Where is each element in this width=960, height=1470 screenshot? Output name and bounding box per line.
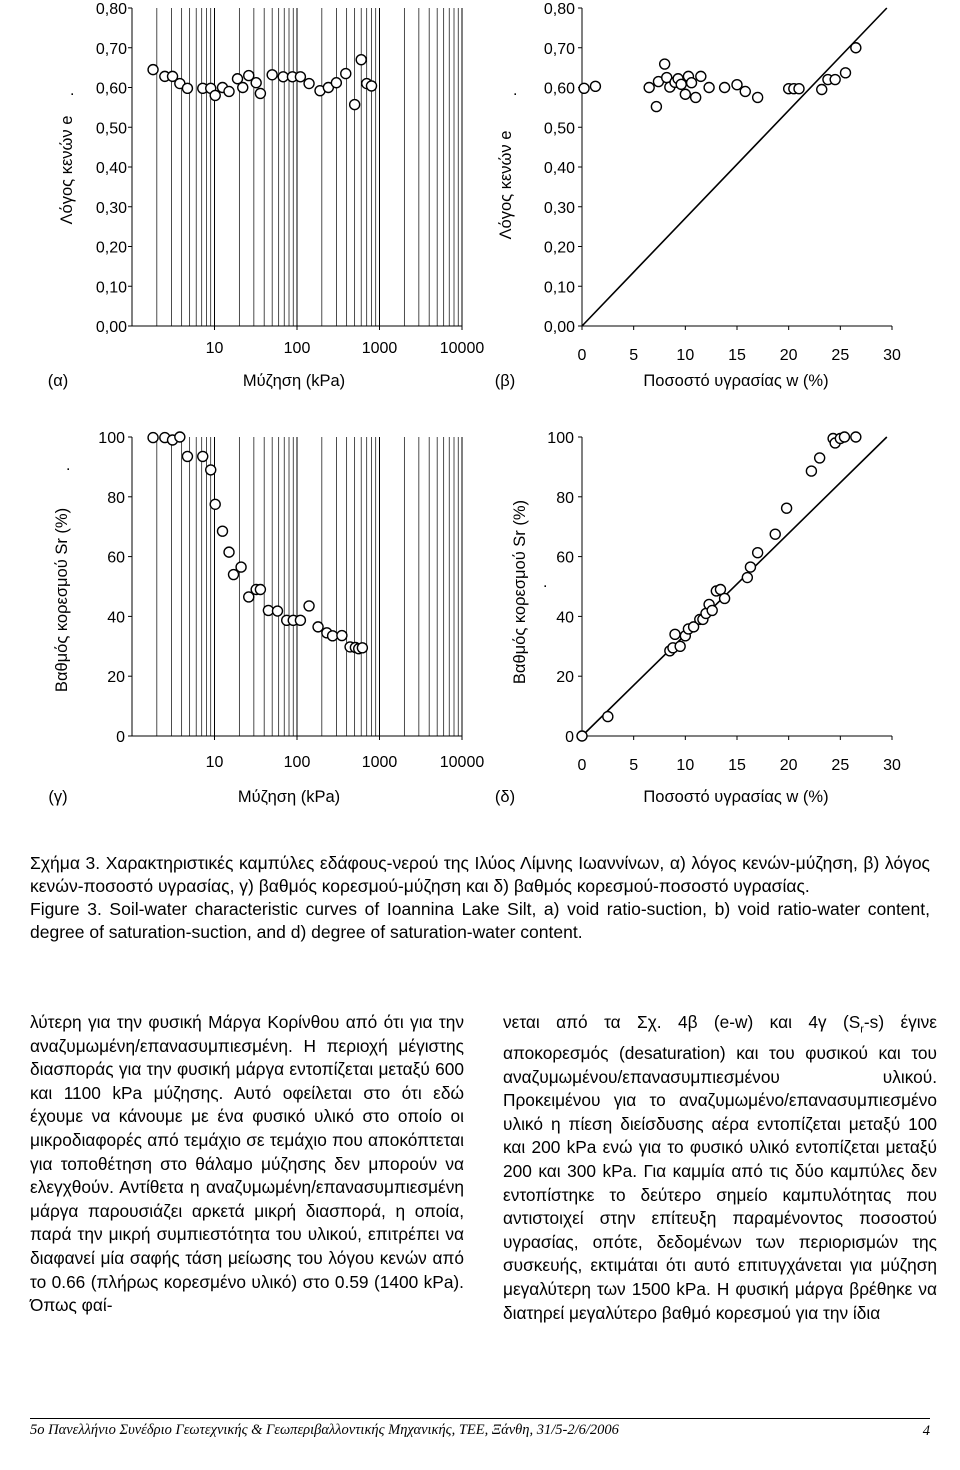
body-right-text: νεται από τα Σχ. 4β (e-w) και 4γ $(S_r-s)$ έγινε αποκορεσμός (desaturation) και του φυσικού και του αναζυμωμένου/επανασυμπιεσμένου υλικού. Προκειμένου για το αναζυμωμένο/επανασυμπιεσμένο υλικό η πίεση διείσδυσης αέρα εντοπίζεται μεταξύ 100 και 200 kPa ενώ για το φυσικό υλικό εντοπίζεται μεταξύ 200 και 300 kPa. Για καμμία από τις δύο καμπύλες δεν εντοπίστηκε το δεύτερο σημείο καμπυλότητας που αντιστοιχεί στην επίτευξη παραμένοντος ποσοστού υγρασίας, οπότε, δεδομένων των περιορισμών της συσκευής, εκτιμάται ότι αυτό επιτυγχάνεται για μύζηση μεγαλύτερη των 1500 kPa. Η φυσική μάργα βρέθηκε να διατηρεί μεγαλύτερο βαθμό κορεσμού για την ίδια bbox=[503, 1012, 937, 1323]
x-tick-label-d: 30 bbox=[883, 757, 901, 774]
data-point-c bbox=[224, 547, 234, 557]
data-point-b bbox=[720, 83, 730, 93]
y-tick-label-b: 0,30 bbox=[543, 199, 575, 217]
data-point-b bbox=[817, 84, 827, 94]
x-tick-label-b: 20 bbox=[779, 347, 798, 364]
data-point-c bbox=[182, 451, 192, 461]
panel-label-a: (α) bbox=[47, 372, 69, 390]
data-point-a bbox=[350, 100, 360, 110]
data-point-b bbox=[590, 81, 600, 91]
y-tick-label-a: 0,80 bbox=[95, 1, 127, 18]
data-point-c bbox=[236, 562, 246, 572]
y-tick-label-a: 0,70 bbox=[95, 40, 127, 58]
page-footer bbox=[30, 1418, 930, 1439]
data-point-a bbox=[148, 65, 158, 75]
data-point-b bbox=[851, 43, 861, 53]
data-point-c bbox=[175, 432, 185, 442]
y-tick-label-d: 100 bbox=[547, 430, 574, 447]
page-number: 4 bbox=[922, 1423, 930, 1439]
y-tick-label-a: 0,50 bbox=[95, 120, 127, 138]
y-axis-label-d: Βαθμός κορεσμού Sr (%) bbox=[511, 499, 529, 685]
y-tick-label-a: 0,00 bbox=[95, 319, 127, 336]
data-point-b bbox=[660, 59, 670, 69]
data-point-d bbox=[742, 573, 752, 583]
x-tick-label-d: 20 bbox=[779, 757, 798, 774]
stray-dot-a: . bbox=[70, 82, 75, 99]
data-point-b bbox=[794, 84, 804, 94]
data-point-a bbox=[341, 69, 351, 79]
x-tick-label-d: 25 bbox=[831, 757, 850, 774]
y-tick-label-d: 60 bbox=[556, 549, 574, 567]
x-tick-label-d: 15 bbox=[728, 757, 746, 774]
x-tick-label-b: 30 bbox=[883, 347, 901, 364]
y-tick-label-a: 0,60 bbox=[95, 80, 127, 98]
x-tick-label-c: 10000 bbox=[439, 754, 485, 771]
y-axis-label-a: Λόγος κενών e bbox=[58, 115, 76, 225]
y-tick-label-d: 20 bbox=[556, 669, 574, 687]
y-tick-label-a: 0,20 bbox=[95, 239, 127, 257]
data-point-a bbox=[367, 81, 377, 91]
data-point-b bbox=[579, 83, 589, 93]
data-point-b bbox=[740, 86, 750, 96]
data-point-b bbox=[696, 71, 706, 81]
data-point-a bbox=[210, 90, 220, 100]
body-left-column bbox=[30, 1011, 464, 1318]
data-point-b bbox=[753, 92, 763, 102]
data-point-a bbox=[278, 72, 288, 82]
data-point-a bbox=[182, 83, 192, 93]
y-tick-label-c: 60 bbox=[107, 549, 125, 567]
x-tick-label-b: 15 bbox=[728, 347, 746, 364]
panel-label-b: (β) bbox=[494, 372, 516, 390]
y-axis-label-c: Βαθμός κορεσμού Sr (%) bbox=[53, 507, 71, 693]
data-point-d bbox=[720, 593, 730, 603]
data-point-d bbox=[782, 503, 792, 513]
caption-english: Figure 3. Soil-water characteristic curves of Ioannina Lake Silt, a) void ratio-suction, b) void ratio-water content, degree of saturation-suction, and d) degree of saturation-water content. bbox=[30, 899, 930, 942]
data-point-a bbox=[356, 55, 366, 65]
data-point-b bbox=[841, 68, 851, 78]
x-axis-label-d: Ποσοστό υγρασίας w (%) bbox=[643, 788, 829, 806]
x-tick-label-b: 25 bbox=[831, 347, 850, 364]
caption-greek: Σχήμα 3. Χαρακτηριστικές καμπύλες εδάφους-νερού της Ιλύος Λίμνης Ιωαννίνων, α) λόγος κενών-μύζηση, β) λόγος κενών-ποσοστό υγρασίας, γ) βαθμός κορεσμού-μύζηση και δ) βαθμός κορεσμού-ποσοστό υγρασίας. bbox=[30, 853, 930, 896]
data-point-a bbox=[295, 72, 305, 82]
x-tick-label-d: 10 bbox=[676, 757, 695, 774]
x-tick-label-b: 10 bbox=[676, 347, 695, 364]
x-tick-label-c: 100 bbox=[283, 754, 311, 771]
x-tick-label-b: 5 bbox=[629, 347, 639, 364]
stray-dot-d: . bbox=[543, 574, 548, 591]
x-tick-label-c: 1000 bbox=[361, 754, 398, 771]
data-point-b bbox=[704, 83, 714, 93]
y-tick-label-b: 0,80 bbox=[543, 1, 575, 18]
data-point-c bbox=[357, 643, 367, 653]
data-point-b bbox=[687, 78, 697, 88]
data-point-d bbox=[815, 453, 825, 463]
y-tick-label-c: 80 bbox=[107, 489, 125, 507]
x-tick-label-c: 10 bbox=[205, 754, 224, 771]
data-point-b bbox=[644, 83, 654, 93]
x-tick-label-a: 100 bbox=[283, 340, 311, 357]
y-tick-label-b: 0,20 bbox=[543, 239, 575, 257]
data-point-d bbox=[806, 466, 816, 476]
data-point-c bbox=[148, 433, 158, 443]
data-point-d bbox=[670, 629, 680, 639]
y-tick-label-d: 80 bbox=[556, 489, 574, 507]
footer-text: 5ο Πανελλήνιο Συνέδριο Γεωτεχνικής & Γεωπεριβαλλοντικής Μηχανικής, ΤΕΕ, Ξάνθη, 31/5-2/6/2006 bbox=[30, 1422, 619, 1438]
stray-dot-b: . bbox=[513, 82, 518, 99]
y-axis-label-b: Λόγος κενών e bbox=[497, 130, 515, 240]
y-tick-label-a: 0,10 bbox=[95, 279, 127, 297]
data-point-c bbox=[206, 465, 216, 475]
x-axis-label-b: Ποσοστό υγρασίας w (%) bbox=[643, 372, 829, 390]
data-point-a bbox=[304, 79, 314, 89]
data-point-a bbox=[255, 88, 265, 98]
x-tick-label-d: 0 bbox=[577, 757, 587, 774]
stray-dot-c: . bbox=[66, 457, 71, 474]
data-point-c bbox=[210, 499, 220, 509]
x-tick-label-d: 5 bbox=[629, 757, 639, 774]
data-point-d bbox=[753, 548, 763, 558]
y-tick-label-b: 0,50 bbox=[543, 120, 575, 138]
data-point-d bbox=[745, 562, 755, 572]
data-point-a bbox=[251, 78, 261, 88]
body-left-text: λύτερη για την φυσική Μάργα Κορίνθου από ότι για την αναζυμωμένη/επανασυμπιεσμένη. Η περιοχή μέγιστης διασποράς για την φυσική μάργα εντοπίζεται μεταξύ 600 και 1100 kPa μύζησης. Αυτό οφείλεται στο ότι εδώ έχουμε να κάνουμε με ένα φυσικό υλικό στο οποίο οι μικροδιαφορές από τεμάχιο σε τεμάχιο που αποκόπτεται για τοποθέτηση στο θάλαμο μύζησης δεν μπορούν να ελεγχθούν. Αντίθετα η αναζυμωμένη/επανασυμπιεσμένη μάργα παρουσιάζει αρκετά μικρή διασπορά, η οποία, παρά την μικρή συμπιεστότητα του υλικού, επιτρέπει να διαφανεί μία σαφής τάση μείωσης του λόγου κενών από το 0.66 (πλήρως κορεσμένο υλικό) στο 0.59 (1400 kPa). Όπως φαί- bbox=[30, 1012, 464, 1316]
x-tick-label-b: 0 bbox=[577, 347, 587, 364]
y-tick-label-b: 0,70 bbox=[543, 40, 575, 58]
x-tick-label-a: 10 bbox=[205, 340, 224, 357]
data-point-c bbox=[328, 631, 338, 641]
data-point-b bbox=[676, 79, 686, 89]
trend-line-b bbox=[582, 8, 887, 326]
data-point-d bbox=[603, 712, 613, 722]
y-tick-label-b: 0,00 bbox=[543, 319, 575, 336]
data-point-d bbox=[577, 731, 587, 741]
data-point-c bbox=[304, 601, 314, 611]
y-tick-label-b: 0,60 bbox=[543, 80, 575, 98]
data-point-c bbox=[217, 526, 227, 536]
data-point-c bbox=[313, 622, 323, 632]
y-tick-label-d: 40 bbox=[556, 609, 574, 627]
y-tick-label-c: 40 bbox=[107, 609, 125, 627]
y-tick-label-c: 0 bbox=[116, 729, 125, 746]
data-point-b bbox=[830, 75, 840, 85]
panel-label-c: (γ) bbox=[48, 788, 68, 806]
panel-label-d: (δ) bbox=[494, 788, 516, 806]
y-tick-label-c: 100 bbox=[98, 430, 125, 447]
y-tick-label-d: 0 bbox=[565, 729, 574, 746]
figure-caption bbox=[30, 852, 930, 944]
data-point-a bbox=[267, 70, 277, 80]
data-point-d bbox=[675, 641, 685, 651]
x-tick-label-a: 10000 bbox=[439, 340, 485, 357]
x-axis-label-c: Μύζηση (kPa) bbox=[237, 788, 341, 806]
data-point-b bbox=[732, 80, 742, 90]
data-point-a bbox=[224, 86, 234, 96]
data-point-d bbox=[851, 432, 861, 442]
data-point-a bbox=[331, 78, 341, 88]
y-tick-label-b: 0,40 bbox=[543, 160, 575, 177]
data-point-d bbox=[707, 605, 717, 615]
data-point-b bbox=[691, 92, 701, 102]
y-tick-label-a: 0,40 bbox=[95, 160, 127, 177]
data-point-c bbox=[337, 631, 347, 641]
trend-line-d bbox=[582, 437, 887, 736]
data-point-b bbox=[651, 102, 661, 112]
x-tick-label-a: 1000 bbox=[361, 340, 398, 357]
data-point-b bbox=[680, 89, 690, 99]
y-tick-label-b: 0,10 bbox=[543, 279, 575, 297]
data-point-c bbox=[255, 584, 265, 594]
data-point-a bbox=[238, 83, 248, 93]
data-point-d bbox=[839, 432, 849, 442]
body-right-column bbox=[503, 1011, 937, 1325]
data-point-c bbox=[295, 615, 305, 625]
y-tick-label-c: 20 bbox=[107, 669, 125, 687]
x-axis-label-a: Μύζηση (kPa) bbox=[242, 372, 346, 390]
data-point-c bbox=[272, 606, 282, 616]
data-point-c bbox=[198, 451, 208, 461]
y-tick-label-a: 0,30 bbox=[95, 199, 127, 217]
data-point-d bbox=[770, 529, 780, 539]
